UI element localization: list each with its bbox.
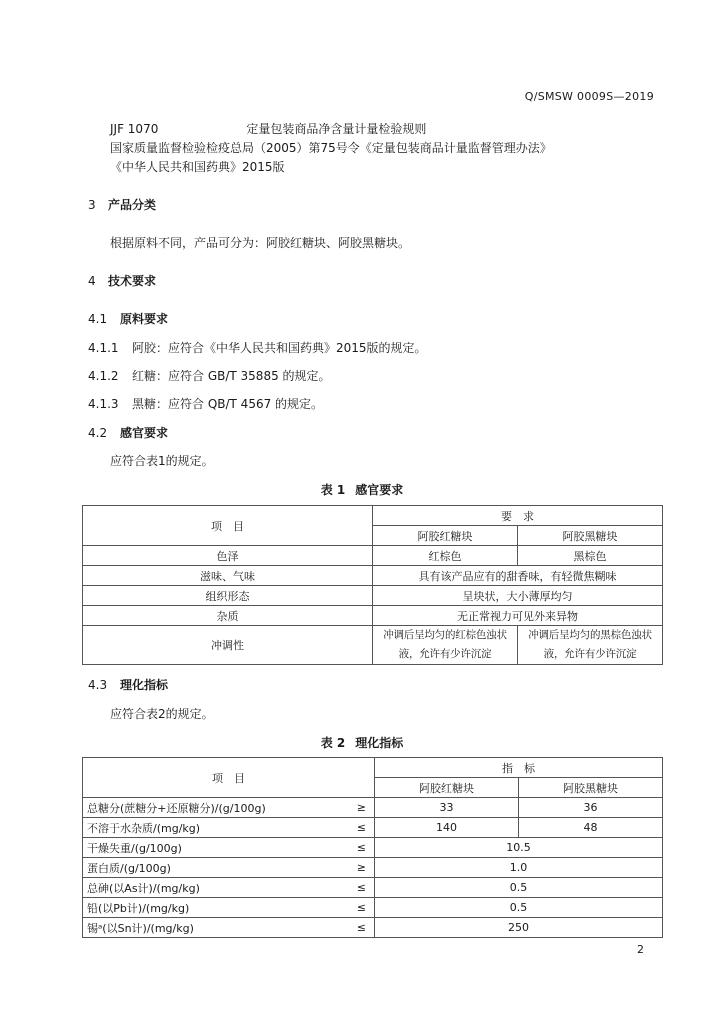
header-col-red: 阿胶红糖块: [375, 778, 519, 798]
document-code: Q/SMSW 0009S—2019: [524, 90, 654, 103]
table-row: 冲调性 冲调后呈均匀的红棕色浊状液，允许有少许沉淀 冲调后呈均匀的黑棕色浊状液，允许有少许沉淀: [83, 626, 663, 665]
table-row: 总砷(以As计)/(mg/kg) ≤ 0.5: [83, 878, 663, 898]
header-item: 项 目: [83, 506, 373, 546]
table-row: 组织形态 呈块状，大小薄厚均匀: [83, 586, 663, 606]
page-number: 2: [637, 943, 644, 956]
table-row: 总糖分(蔗糖分+还原糖分)/(g/100g) ≥ 33 36: [83, 798, 663, 818]
header-indicator: 指 标: [375, 758, 663, 778]
section-4-1-heading: 4.1 原料要求: [88, 312, 169, 326]
table-row: 干燥失重/(g/100g) ≤ 10.5: [83, 838, 663, 858]
physicochemical-indicators-table: [82, 757, 663, 938]
reference-order-75: 国家质量监督检验检疫总局（2005）第75号令《定量包装商品计量监督管理办法》: [110, 141, 552, 155]
reference-code: JJF 1070: [110, 122, 159, 136]
reference-title: 定量包装商品净含量计量检验规则: [246, 122, 427, 136]
table-header-row: [83, 506, 663, 526]
section-3-text: 根据原料不同，产品可分为：阿胶红糖块、阿胶黑糖块。: [110, 236, 411, 250]
table-row: 锡ᵃ(以Sn计)/(mg/kg) ≤ 250: [83, 918, 663, 938]
table-row: 杂质 无正常视力可见外来异物: [83, 606, 663, 626]
header-col-black: 阿胶黑糖块: [519, 778, 663, 798]
section-4-3-heading: 4.3 理化指标: [88, 678, 169, 692]
sensory-requirements-table: [82, 505, 663, 665]
section-4-2-heading: 4.2 感官要求: [88, 426, 169, 440]
table-row: 铅(以Pb计)/(mg/kg) ≤ 0.5: [83, 898, 663, 918]
reference-jjf1070: [110, 120, 426, 137]
table-row: 蛋白质/(g/100g) ≥ 1.0: [83, 858, 663, 878]
table-row: 滋味、气味 具有该产品应有的甜香味，有轻微焦糊味: [83, 566, 663, 586]
table-1-caption: 表 1 感官要求: [320, 483, 404, 497]
section-4-1-1: 4.1.1 阿胶：应符合《中华人民共和国药典》2015版的规定。: [88, 341, 427, 355]
header-requirement: 要 求: [373, 506, 663, 526]
section-4-1-2: 4.1.2 红糖：应符合 GB/T 35885 的规定。: [88, 369, 331, 383]
section-4-2-text: 应符合表1的规定。: [110, 454, 214, 468]
table-header-row: [83, 758, 663, 778]
header-col-red: 阿胶红糖块: [373, 526, 518, 546]
header-col-black: 阿胶黑糖块: [518, 526, 663, 546]
table-row: 色泽 红棕色 黑棕色: [83, 546, 663, 566]
table-2-caption: 表 2 理化指标: [320, 736, 404, 750]
table-row: 不溶于水杂质/(mg/kg) ≤ 140 48: [83, 818, 663, 838]
reference-pharmacopoeia: 《中华人民共和国药典》2015版: [110, 160, 285, 174]
section-3-heading: 3 产品分类: [88, 198, 157, 212]
section-4-3-text: 应符合表2的规定。: [110, 707, 214, 721]
section-4-heading: 4 技术要求: [88, 274, 157, 288]
section-4-1-3: 4.1.3 黑糖：应符合 QB/T 4567 的规定。: [88, 397, 324, 411]
header-item: 项 目: [83, 758, 375, 798]
